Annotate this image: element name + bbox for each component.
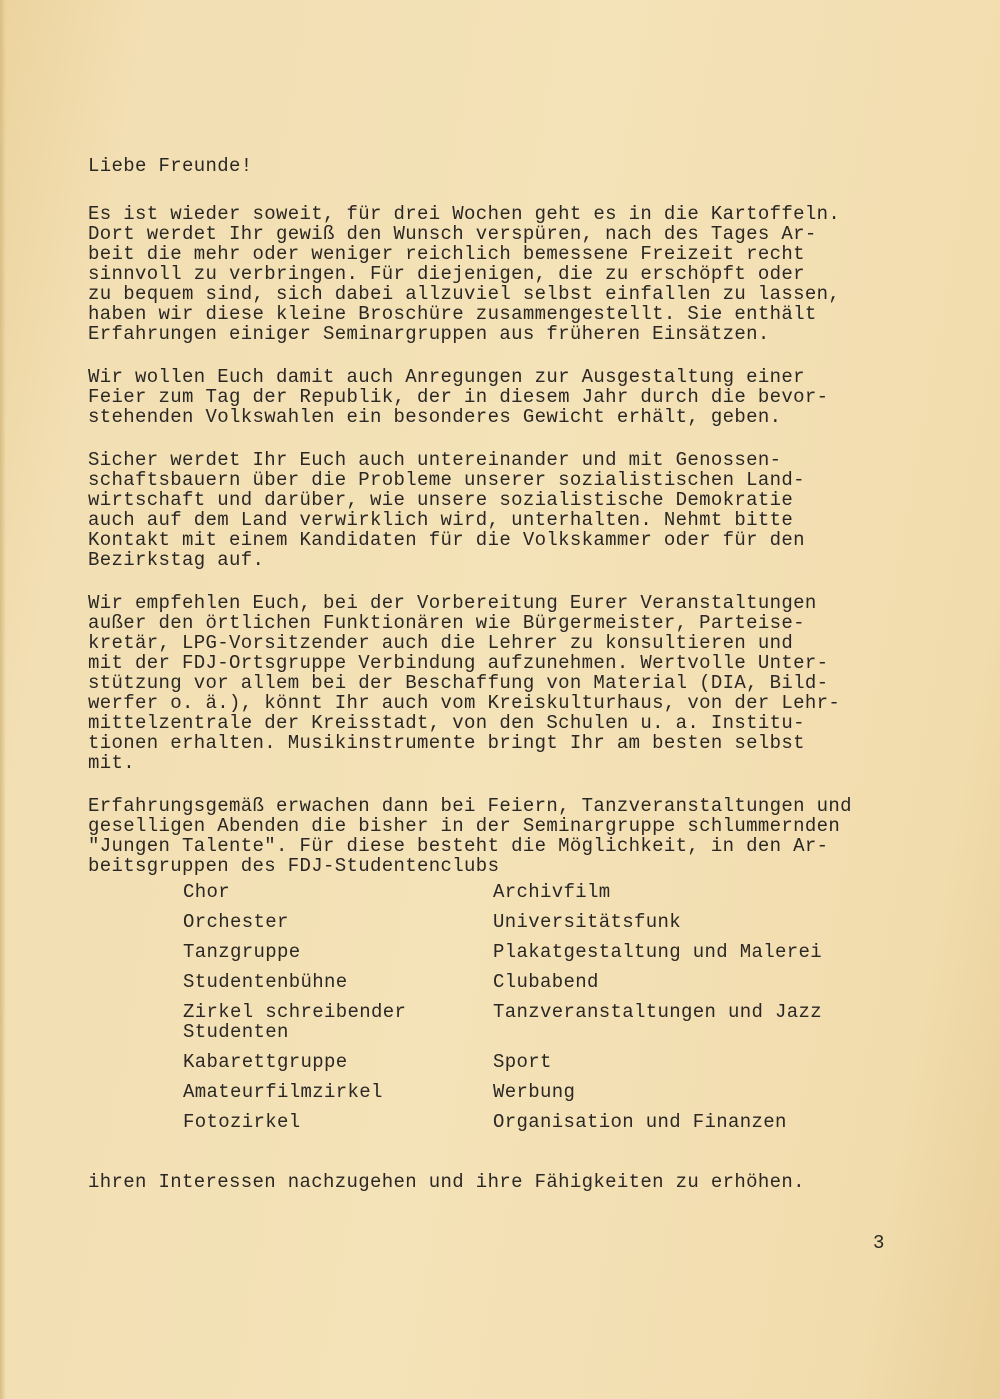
group-left	[183, 1002, 493, 1042]
text-line: außer den örtlichen Funktionären wie Bürgermeister, Parteise-	[88, 612, 805, 634]
text-line: wirtschaft und darüber, wie unsere sozialistische Demokratie	[88, 489, 794, 511]
group-right: Tanzveranstaltungen und Jazz	[493, 1001, 823, 1023]
group-name: Chor	[183, 881, 231, 903]
group-name: Amateurfilmzirkel	[183, 1081, 383, 1103]
paragraph-1	[88, 204, 948, 344]
group-name: Zirkel schreibender	[183, 1001, 407, 1023]
group-left	[183, 882, 493, 902]
list-row	[183, 972, 883, 992]
paragraph-4	[88, 593, 948, 773]
group-name: Studentenbühne	[183, 971, 348, 993]
list-row	[183, 882, 883, 902]
text-line: Wir wollen Euch damit auch Anregungen zur Ausgestaltung einer	[88, 366, 805, 388]
text-line: kretär, LPG-Vorsitzender auch die Lehrer zu konsultieren und	[88, 632, 794, 654]
text-line: sinnvoll zu verbringen. Für diejenigen, die zu erschöpft oder	[88, 263, 805, 285]
group-right: Sport	[493, 1051, 552, 1073]
paragraph-2	[88, 367, 948, 427]
group-name: Orchester	[183, 911, 289, 933]
text-line: mit der FDJ-Ortsgruppe Verbindung aufzunehmen. Wertvolle Unter-	[88, 652, 829, 674]
text-line: stützung vor allem bei der Beschaffung von Material (DIA, Bild-	[88, 672, 829, 694]
text-line: mit.	[88, 752, 136, 774]
text-line: beit die mehr oder weniger reichlich bemessene Freizeit recht	[88, 243, 805, 265]
group-right: Werbung	[493, 1081, 576, 1103]
text-line: Kontakt mit einem Kandidaten für die Volkskammer oder für den	[88, 529, 805, 551]
text-line: Erfahrungsgemäß erwachen dann bei Feiern, Tanzveranstaltungen und	[88, 795, 852, 817]
text-line: geselligen Abenden die bisher in der Seminargruppe schlummernden	[88, 815, 841, 837]
text-line: beitsgruppen des FDJ-Studentenclubs	[88, 855, 500, 877]
group-right: Plakatgestaltung und Malerei	[493, 941, 823, 963]
text-line: Feier zum Tag der Republik, der in diesem Jahr durch die bevor-	[88, 386, 829, 408]
group-right: Archivfilm	[493, 881, 611, 903]
working-groups-list	[183, 882, 883, 1142]
text-line: werfer o. ä.), könnt Ihr auch vom Kreiskulturhaus, von der Lehr-	[88, 692, 841, 714]
group-right: Organisation und Finanzen	[493, 1111, 787, 1133]
group-name: Fotozirkel	[183, 1111, 301, 1133]
text-line: tionen erhalten. Musikinstrumente bringt Ihr am besten selbst	[88, 732, 805, 754]
text-line: Bezirkstag auf.	[88, 549, 265, 571]
list-row	[183, 942, 883, 962]
text-line: Dort werdet Ihr gewiß den Wunsch verspüren, nach des Tages Ar-	[88, 223, 817, 245]
group-left	[183, 1112, 493, 1132]
group-name: Tanzgruppe	[183, 941, 301, 963]
text-line: Es ist wieder soweit, für drei Wochen geht es in die Kartoffeln.	[88, 203, 841, 225]
text-line: zu bequem sind, sich dabei allzuviel selbst einfallen zu lassen,	[88, 283, 841, 305]
page-number: 3	[873, 1232, 885, 1254]
list-row	[183, 1112, 883, 1132]
group-left	[183, 972, 493, 992]
list-row	[183, 912, 883, 932]
text-line: "Jungen Talente". Für diese besteht die Möglichkeit, in den Ar-	[88, 835, 829, 857]
list-row	[183, 1052, 883, 1072]
text-line: stehenden Volkswahlen ein besonderes Gewicht erhält, geben.	[88, 406, 782, 428]
group-left	[183, 912, 493, 932]
text-line: Sicher werdet Ihr Euch auch untereinander und mit Genossen-	[88, 449, 782, 471]
group-left	[183, 942, 493, 962]
text-line: mittelzentrale der Kreisstadt, von den Schulen u. a. Institu-	[88, 712, 805, 734]
group-left	[183, 1082, 493, 1102]
text-line: haben wir diese kleine Broschüre zusammengestellt. Sie enthält	[88, 303, 817, 325]
group-name: Kabarettgruppe	[183, 1051, 348, 1073]
text-line: Erfahrungen einiger Seminargruppen aus früheren Einsätzen.	[88, 323, 770, 345]
text-line: schaftsbauern über die Probleme unserer sozialistischen Land-	[88, 469, 805, 491]
group-right: Universitätsfunk	[493, 911, 682, 933]
text-line: Wir empfehlen Euch, bei der Vorbereitung Eurer Veranstaltungen	[88, 592, 817, 614]
paragraph-3	[88, 450, 948, 570]
group-right: Clubabend	[493, 971, 599, 993]
group-name-continued: Studenten	[183, 1021, 289, 1043]
greeting: Liebe Freunde!	[88, 155, 253, 177]
letter-body	[88, 156, 948, 899]
paragraph-5	[88, 796, 948, 876]
closing-line: ihren Interessen nachzugehen und ihre Fähigkeiten zu erhöhen.	[88, 1171, 805, 1193]
list-row	[183, 1002, 883, 1042]
list-row	[183, 1082, 883, 1102]
group-left	[183, 1052, 493, 1072]
text-line: auch auf dem Land verwirklich wird, unterhalten. Nehmt bitte	[88, 509, 794, 531]
